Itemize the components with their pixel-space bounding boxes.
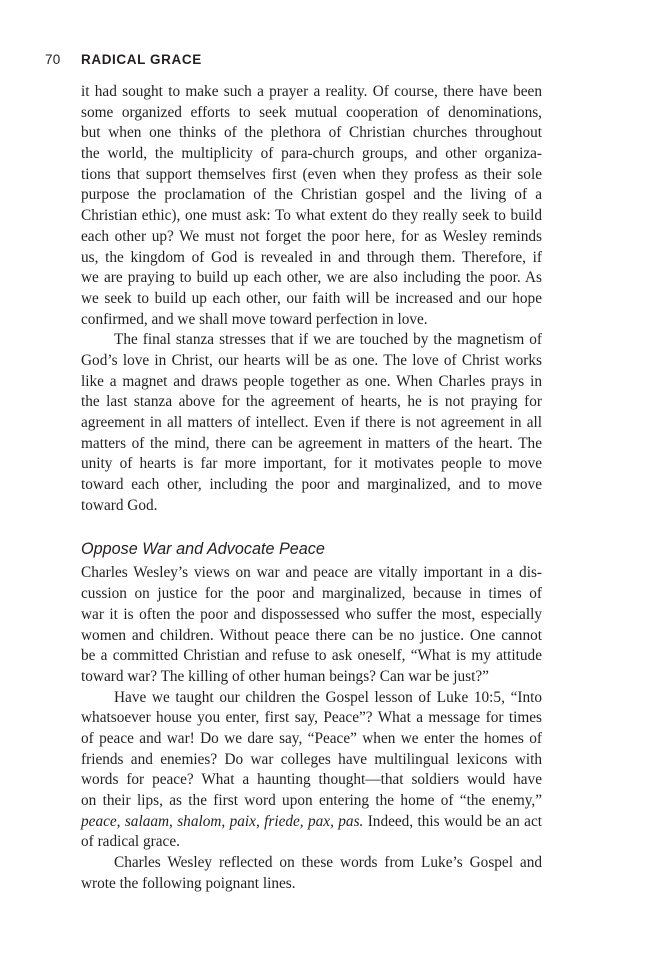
text-line: cussion on justice for the poor and marginalized, because in times of xyxy=(81,585,542,603)
section-heading: Oppose War and Advocate Peace xyxy=(81,540,325,559)
text-line: Charles Wesley’s views on war and peace are vitally important in a dis- xyxy=(81,564,542,582)
text-line: the world, the multiplicity of para-church groups, and other organiza- xyxy=(81,145,542,163)
section-spacer xyxy=(81,516,542,538)
text-line: toward each other, including the poor and marginalized, and to move xyxy=(81,476,542,494)
text-line: toward war? The killing of other human beings? Can war be just?” xyxy=(81,667,489,685)
peace-words: peace, salaam, shalom, paix, friede, pax, pas. xyxy=(81,812,364,830)
paragraph-5 xyxy=(81,853,542,894)
text-line: we are praying to build up each other, we are also including the poor. As xyxy=(81,269,542,287)
text-line: friends and enemies? Do war colleges have multilingual lexicons with xyxy=(81,750,542,768)
text-line: some organized efforts to seek mutual cooperation of denominations, xyxy=(81,103,542,121)
text-line: of peace and war! Do we dare say, “Peace” when we enter the homes of xyxy=(81,729,542,747)
text-line: of radical grace. xyxy=(81,833,180,851)
text-line-peace-words xyxy=(81,812,542,833)
text-line: be a committed Christian and refuse to ask oneself, “What is my attitude xyxy=(81,647,542,665)
text-line: Christian ethic), one must ask: To what extent do they really seek to build xyxy=(81,207,542,225)
page-number: 70 xyxy=(45,52,61,67)
text-line: it had sought to make such a prayer a reality. Of course, there have been xyxy=(81,83,542,100)
text-line: The final stanza stresses that if we are touched by the magnetism of xyxy=(114,331,542,349)
paragraph-1 xyxy=(81,82,542,330)
paragraph-3 xyxy=(81,563,542,687)
text-line: whatsoever house you enter, first say, Peace”? What a message for times xyxy=(81,709,542,727)
text-line: like a magnet and draws people together as one. When Charles prays in xyxy=(81,372,542,390)
text-line: God’s love in Christ, our hearts will be as one. The love of Christ works xyxy=(81,351,542,369)
text-line: Charles Wesley reflected on these words from Luke’s Gospel and xyxy=(114,854,542,872)
text-line: tions that support themselves first (even when they profess as their sole xyxy=(81,165,542,183)
text-line: each other up? We must not forget the poor here, for as Wesley reminds xyxy=(81,227,542,245)
text-line: but when one thinks of the plethora of Christian churches throughout xyxy=(81,124,542,142)
running-head xyxy=(45,52,202,67)
text-line: us, the kingdom of God is revealed in and through them. Therefore, if xyxy=(81,248,542,266)
running-title: RADICAL GRACE xyxy=(81,52,202,67)
text-line: women and children. Without peace there can be no justice. One cannot xyxy=(81,626,542,644)
paragraph-4 xyxy=(81,688,542,854)
text-line: matters of the mind, there can be agreement in matters of the heart. The xyxy=(81,434,542,452)
text-line: toward God. xyxy=(81,496,158,514)
text-line: agreement in all matters of intellect. Even if there is not agreement in all xyxy=(81,414,542,431)
text-line: unity of hearts is far more important, for it motivates people to move xyxy=(81,455,542,473)
text-line: on their lips, as the first word upon entering the home of “the enemy,” xyxy=(81,792,542,809)
text-line: Have we taught our children the Gospel lesson of Luke 10:5, “Into xyxy=(114,688,542,706)
text-line: purpose the proclamation of the Christian gospel and the living of a xyxy=(81,186,542,204)
text-line: words for peace? What a haunting thought—that soldiers would have xyxy=(81,771,542,789)
text-line: confirmed, and we shall move toward perfection in love. xyxy=(81,310,428,328)
text-line: we seek to build up each other, our faith will be increased and our hope xyxy=(81,289,542,307)
peace-words-continuation: Indeed, this would be an act xyxy=(363,812,542,830)
paragraph-2 xyxy=(81,330,542,516)
text-line: wrote the following poignant lines. xyxy=(81,874,296,892)
text-line: war it is often the poor and dispossessed who suffer the most, especially xyxy=(81,605,542,623)
text-line: the last stanza above for the agreement of hearts, he is not praying for xyxy=(81,393,542,411)
page-body xyxy=(81,82,542,894)
